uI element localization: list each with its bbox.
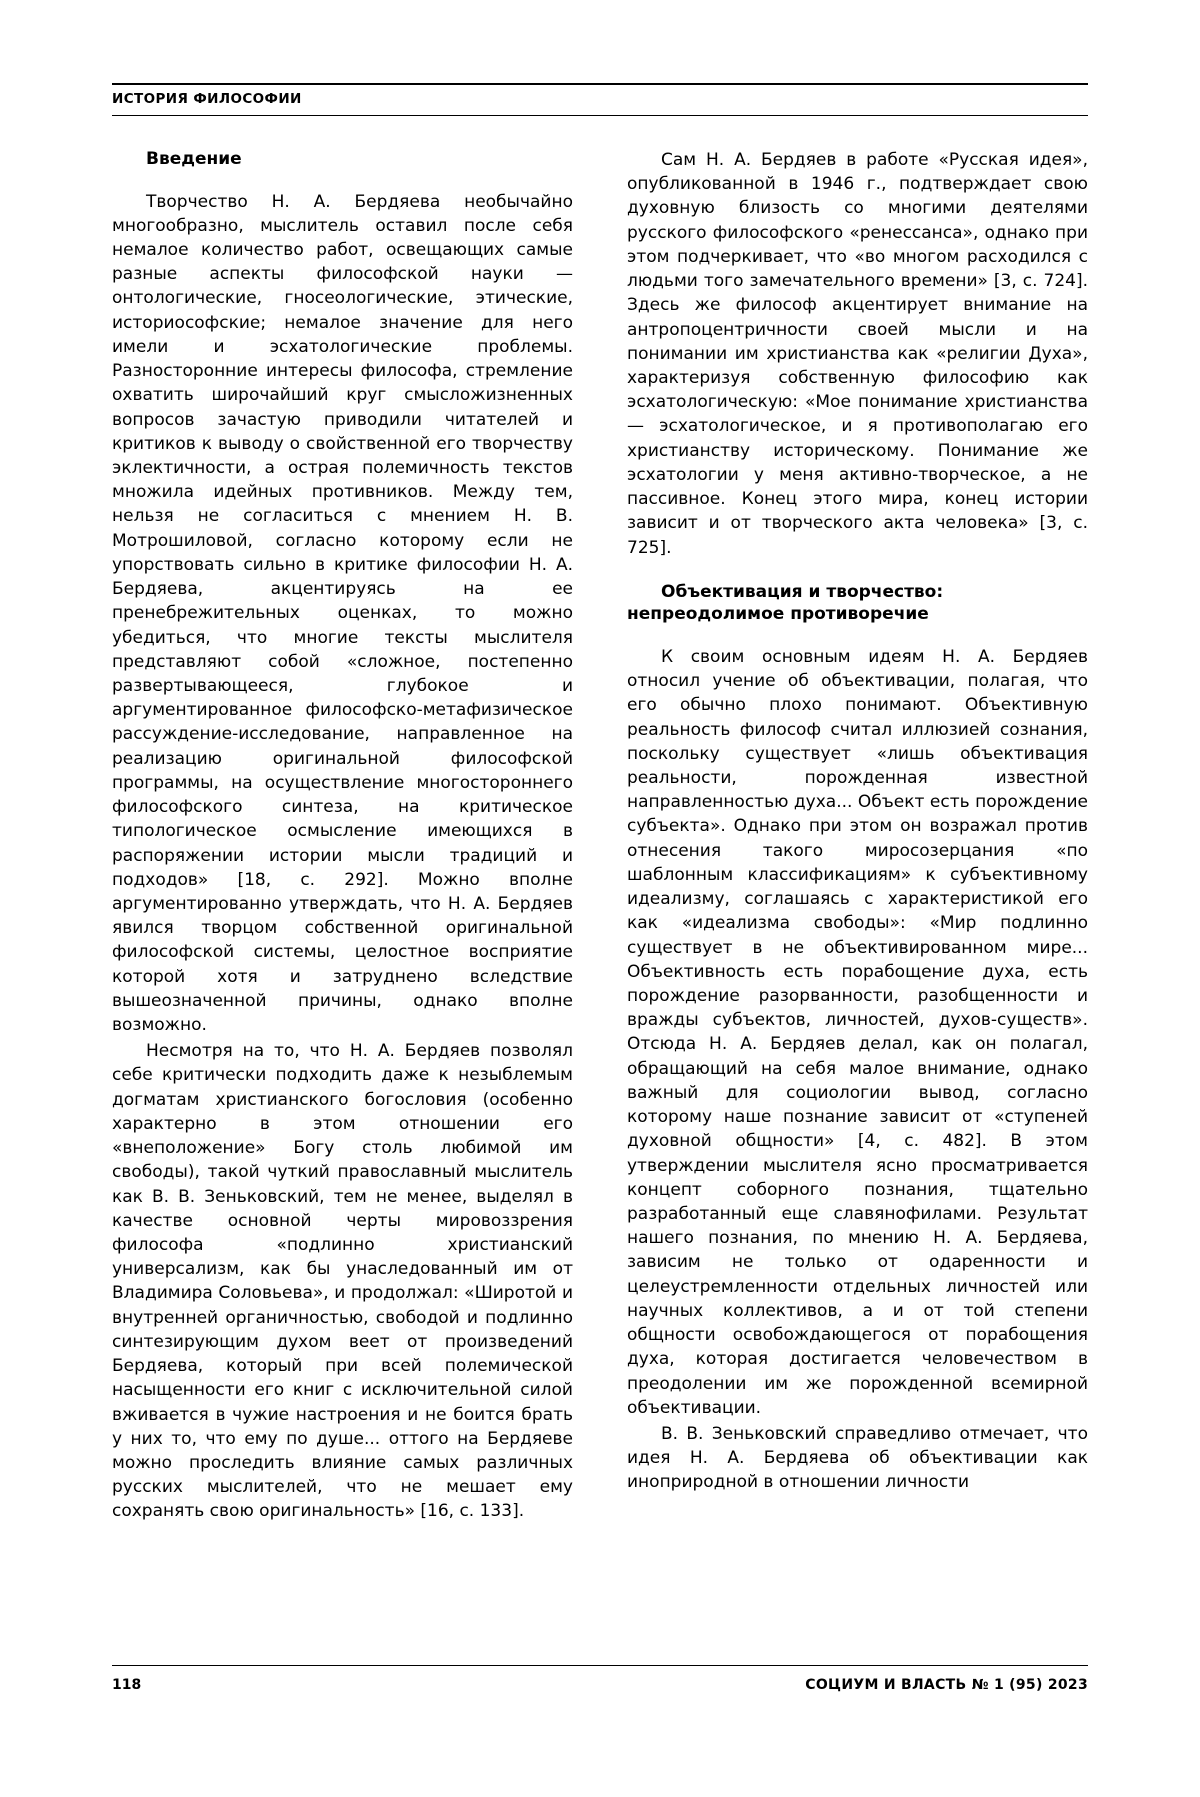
page-content [112,0,1088,1797]
journal-info: СОЦИУМ И ВЛАСТЬ № 1 (95) 2023 [805,1677,1088,1693]
page-number: 118 [112,1677,142,1693]
right-column [627,148,1088,1524]
running-head: ИСТОРИЯ ФИЛОСОФИИ [112,91,302,107]
paragraph: Сам Н. А. Бердяев в работе «Русская идея», опубликованной в 1946 г., подтверждает свою духовную близость со многими деятелями русского философского «ренессанса», однако при этом подчеркивает, что «во многом расходился с людьми того замечательного времени» [3, с. 724]. Здесь же философ акцентирует внимание на антропоцентричности своей мысли и на понимании им христианства как «религии Духа», характеризуя собственную философию как эсхатологическую: «Мое понимание христианства — эсхатологическое, и я противополагаю его христианству историческому. Понимание же эсхатологии у меня активно-творческое, а не пассивное. Конец этого мира, конец истории зависит и от творческого акта человека» [3, с. 725]. [627,150,1088,558]
left-column [112,148,573,1524]
heading-introduction: Введение [146,149,242,169]
page-footer [112,1677,1088,1693]
footer-rule [112,1665,1088,1666]
paragraph: Несмотря на то, что Н. А. Бердяев позволял себе критически подходить даже к незыблемым догматам христианского богословия (особенно характерно в этом отношении его «внеположение» Богу столь любимой им свободы), такой чуткий православный мыслитель как В. В. Зеньковский, тем не менее, выделял в качестве основной черты мировоззрения философа «подлинно христианский универсализм, как бы унаследованный им от Владимира Соловьева», и продолжал: «Широтой и внутренней органичностью, свободой и подлинно синтезирующим духом веет от произведений Бердяева, который при всей полемической насыщенности его книг с исключительной силой вживается в чужие настроения и не боится брать у них то, что ему по душе... оттого на Бердяеве можно проследить влияние самых различных русских мыслителей, что не мешает ему сохранять свою оригинальность» [16, с. 133]. [112,1041,573,1522]
two-column-body [112,148,1088,1524]
header-rule-bottom [112,115,1088,116]
heading-objectivation-line2: непреодолимое противоречие [627,604,929,625]
paragraph: В. В. Зеньковский справедливо отмечает, что идея Н. А. Бердяева об объективации как иноприродной в отношении личности [627,1423,1088,1493]
paragraph: Творчество Н. А. Бердяева необычайно многообразно, мыслитель оставил после себя немалое количество работ, освещающих самые разные аспекты философской науки — онтологические, гносеологические, этические, историософские; немалое значение для него имели и эсхатологические проблемы. Разносторонние интересы философа, стремление охватить широчайший круг смысложизненных вопросов зачастую приводили читателей и критиков к выводу о свойственной его творчеству эклектичности, а острая полемичность текстов множила идейных противников. Между тем, нельзя не согласиться с мнением Н. В. Мотрошиловой, согласно которому если не упорствовать сильно в критике философии Н. А. Бердяева, акцентируясь на ее пренебрежительных оценках, то можно убедиться, что многие тексты мыслителя представляют собой «сложное, постепенно развертывающееся, глубокое и аргументированное философско-метафизическое рассуждение-исследование, направленное на реализацию оригинальной философской программы, на осуществление многостороннего философского синтеза, на критическое типологическое осмысление имеющихся в распоряжении истории мысли традиций и подходов» [18, с. 292]. Можно вполне аргументированно утверждать, что Н. А. Бердяев явился творцом собственной оригинальной философской системы, целостное восприятие которой хотя и затруднено вследствие вышеозначенной причины, однако вполне возможно. [112,191,573,1036]
header-rule-top [112,83,1088,85]
heading-objectivation-line1: Объективация и творчество: [661,581,944,602]
paragraph: К своим основным идеям Н. А. Бердяев относил учение об объективации, полагая, что его обычно плохо понимают. Объективную реальность философ считал иллюзией сознания, поскольку существует «лишь объективация реальности, порожденная известной направленностью духа... Объект есть порождение субъекта». Однако при этом он возражал против отнесения такого миросозерцания «по шаблонным классификациям» к субъективному идеализму, соглашаясь с характеристикой его как «идеализма свободы»: «Мир подлинно существует в не объективированном мире... Объективность есть порабощение духа, есть порождение разорванности, разобщенности и вражды субъектов, личностей, духов-существ». Отсюда Н. А. Бердяев делал, как он полагал, обращающий на себя малое внимание, однако важный для социологии вывод, согласно которому наше познание зависит от «ступеней духовной общности» [4, с. 482]. В этом утверждении мыслителя ясно просматривается концепт соборного познания, тщательно разработанный еще славянофилами. Результат нашего познания, по мнению Н. А. Бердяева, зависим не только от одаренности и целеустремленности отдельных личностей или научных коллективов, а и от той степени общности освобождающегося от порабощения духа, которая достигается человечеством в преодолении им же порожденной всемирной объективации. [627,646,1088,1418]
